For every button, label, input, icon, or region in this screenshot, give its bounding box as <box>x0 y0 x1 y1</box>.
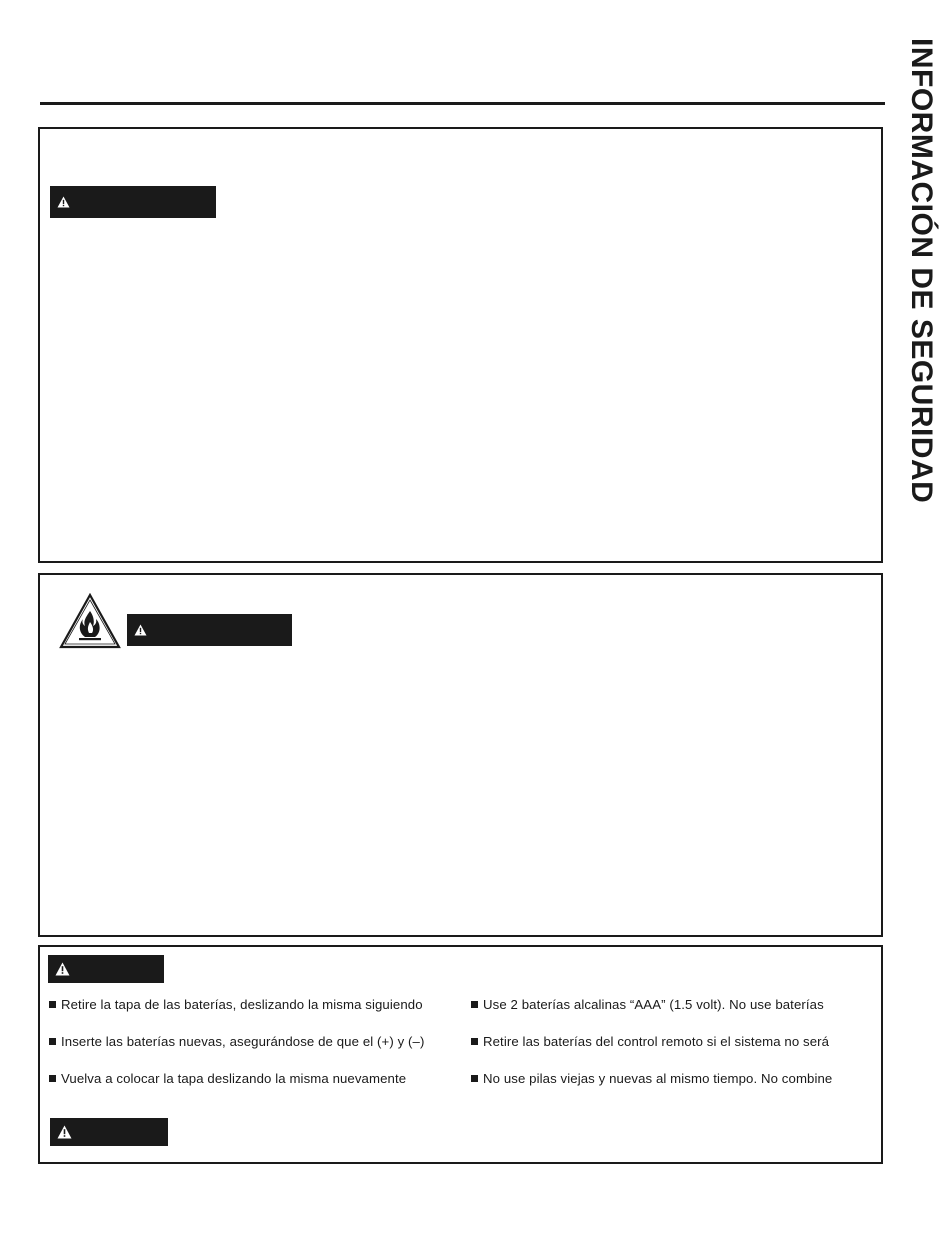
bullet-square-icon <box>49 1038 56 1045</box>
list-item: Retire la tapa de las baterías, deslizando la misma siguiendo <box>49 997 423 1013</box>
fire-warning-panel <box>38 573 883 937</box>
warning-signal-bar <box>48 955 164 983</box>
bullet-square-icon <box>471 1001 478 1008</box>
warning-triangle-icon <box>57 196 70 208</box>
list-item: Retire las baterías del control remoto si el sistema no será <box>471 1034 829 1050</box>
flammable-fire-icon <box>59 593 121 649</box>
warning-triangle-icon <box>55 962 70 976</box>
warning-triangle-icon <box>57 1125 72 1139</box>
bullet-square-icon <box>471 1038 478 1045</box>
warning-signal-bar <box>50 186 216 218</box>
battery-warning-panel <box>38 945 883 1164</box>
list-item: Vuelva a colocar la tapa deslizando la misma nuevamente <box>49 1071 406 1087</box>
list-item: No use pilas viejas y nuevas al mismo tiempo. No combine <box>471 1071 832 1087</box>
bullet-square-icon <box>471 1075 478 1082</box>
bullet-square-icon <box>49 1075 56 1082</box>
warning-panel-general <box>38 127 883 563</box>
warning-triangle-icon <box>134 624 147 636</box>
warning-signal-bar <box>127 614 292 646</box>
section-side-title: INFORMACIÓN DE SEGURIDAD <box>905 38 938 504</box>
list-item: Inserte las baterías nuevas, asegurándose de que el (+) y (–) <box>49 1034 424 1050</box>
header-rule <box>40 102 885 105</box>
bullet-square-icon <box>49 1001 56 1008</box>
warning-signal-bar <box>50 1118 168 1146</box>
list-item: Use 2 baterías alcalinas “AAA” (1.5 volt). No use baterías <box>471 997 824 1013</box>
